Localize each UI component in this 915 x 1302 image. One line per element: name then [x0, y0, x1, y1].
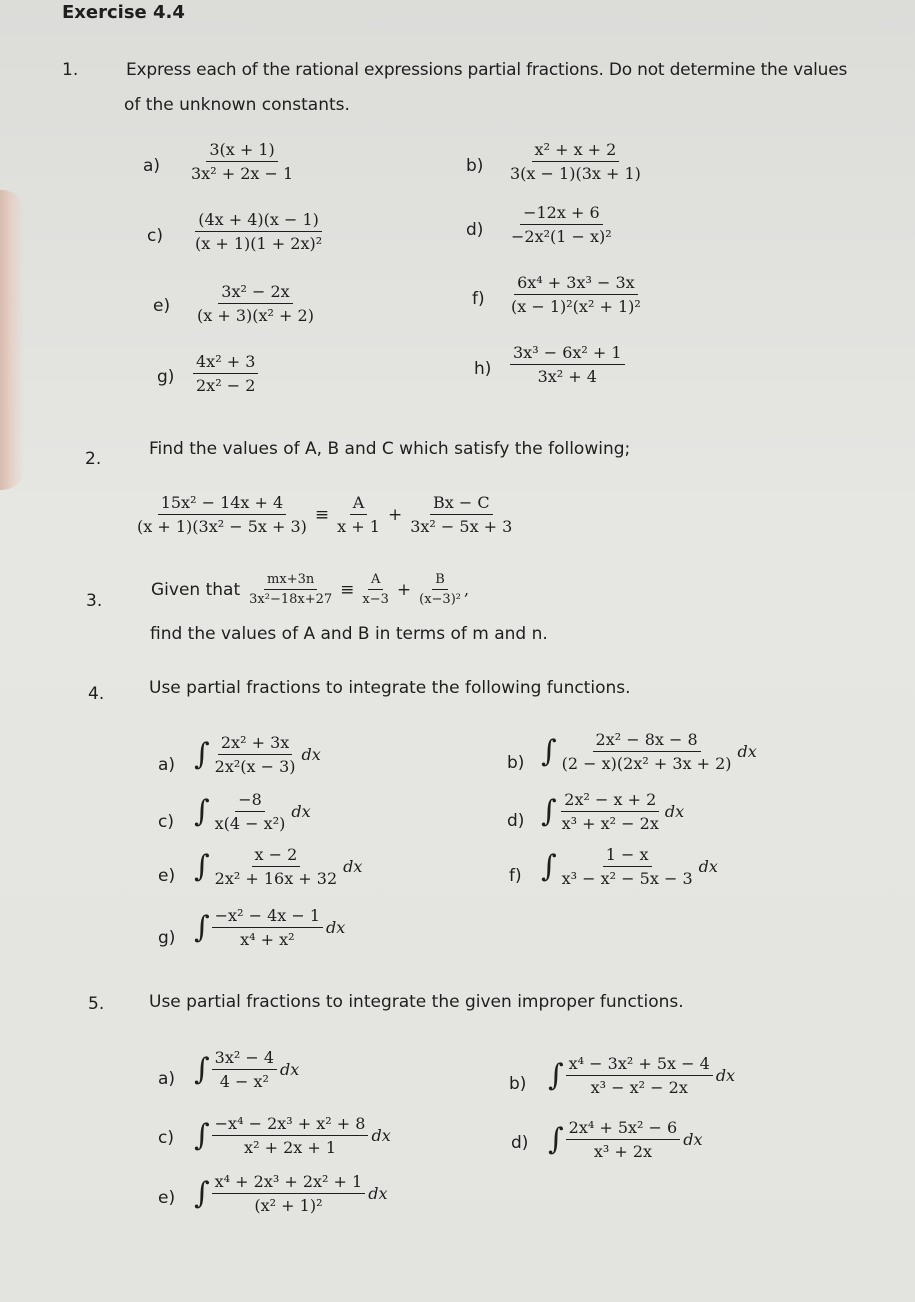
q2-identity — [134, 493, 515, 536]
q4e-numerator: x − 2 — [252, 845, 301, 867]
q2-lhs-denominator: (x + 1)(3x² − 5x + 3) — [137, 517, 307, 536]
q2-equiv-sign: ≡ — [314, 504, 330, 525]
q5a-fraction — [212, 1048, 277, 1091]
q3-given-text: Given that — [151, 579, 241, 600]
q5c-numerator: −x⁴ − 2x³ + x² + 8 — [212, 1114, 369, 1136]
q5a-label: a) — [158, 1069, 176, 1089]
q5e-denominator: (x² + 1)² — [254, 1196, 323, 1215]
exercise-title: Exercise 4.4 — [62, 2, 185, 23]
q3-lhs — [246, 572, 335, 607]
q2-term-a-denominator: x + 1 — [337, 517, 380, 536]
q4g-label: g) — [158, 928, 176, 948]
q1a-fraction — [188, 140, 296, 183]
q4c-denominator: x(4 − x²) — [214, 814, 286, 833]
q5b-integral — [548, 1054, 735, 1097]
q1c-fraction — [192, 210, 325, 253]
q1d-fraction — [508, 203, 615, 246]
q4f-integral-sign: ∫ — [541, 849, 557, 884]
q5b-integral-sign: ∫ — [548, 1058, 564, 1093]
q2-lhs — [134, 493, 310, 536]
q1h-numerator: 3x³ − 6x² + 1 — [510, 343, 625, 365]
q4-number: 4. — [88, 684, 105, 704]
q1b-label: b) — [466, 156, 484, 176]
q4b-fraction — [559, 730, 735, 773]
q4e-integral-sign: ∫ — [194, 849, 210, 884]
q3-plus-sign: + — [396, 579, 412, 600]
q2-term-a — [334, 493, 383, 536]
q4f-numerator: 1 − x — [603, 845, 652, 867]
q5a-dx: dx — [280, 1060, 300, 1079]
q4a-dx: dx — [301, 745, 321, 764]
q4g-numerator: −x² − 4x − 1 — [212, 906, 323, 928]
q1a-label: a) — [143, 156, 161, 176]
q1a-numerator: 3(x + 1) — [206, 140, 277, 162]
q1a-denominator: 3x² + 2x − 1 — [191, 164, 294, 183]
q2-term-bc — [407, 493, 515, 536]
q1e-fraction — [194, 282, 317, 325]
thumb-shadow — [0, 190, 24, 490]
q4b-numerator: 2x² − 8x − 8 — [593, 730, 701, 752]
q1g-fraction — [193, 352, 258, 395]
q3-lhs-denominator: 3x²−18x+27 — [249, 592, 333, 607]
q4c-integral-sign: ∫ — [194, 794, 210, 829]
q5e-numerator: x⁴ + 2x³ + 2x² + 1 — [212, 1172, 366, 1194]
q1f-numerator: 6x⁴ + 3x³ − 3x — [514, 273, 638, 295]
q1b-numerator: x² + x + 2 — [532, 140, 620, 162]
q1h-label: h) — [474, 359, 492, 379]
q5e-integral — [194, 1172, 388, 1215]
q4f-denominator: x³ − x² − 5x − 3 — [561, 869, 693, 888]
q5c-label: c) — [158, 1128, 174, 1148]
q4c-label: c) — [158, 812, 174, 832]
q4f-label: f) — [509, 866, 522, 886]
q4b-label: b) — [507, 753, 525, 773]
q3-lhs-numerator: mx+3n — [264, 572, 317, 590]
q1d-denominator: −2x²(1 − x)² — [511, 227, 612, 246]
q2-number: 2. — [85, 449, 102, 469]
q5d-label: d) — [511, 1133, 529, 1153]
q3-term-b — [416, 572, 464, 607]
q4f-integral — [541, 845, 718, 888]
q5c-dx: dx — [371, 1126, 391, 1145]
q1c-numerator: (4x + 4)(x − 1) — [195, 210, 322, 232]
q1f-fraction — [508, 273, 644, 316]
q5b-numerator: x⁴ − 3x² + 5x − 4 — [566, 1054, 713, 1076]
q5c-denominator: x² + 2x + 1 — [244, 1138, 337, 1157]
q4d-denominator: x³ + x² − 2x — [561, 814, 659, 833]
q4d-fraction — [559, 790, 662, 833]
q5b-fraction — [566, 1054, 713, 1097]
q2-term-bc-denominator: 3x² − 5x + 3 — [410, 517, 513, 536]
q3-term-b-denominator: (x−3)² — [419, 592, 461, 607]
q4a-integral — [194, 733, 321, 776]
q1c-label: c) — [147, 226, 163, 246]
q4g-integral — [194, 906, 345, 949]
q1b-denominator: 3(x − 1)(3x + 1) — [510, 164, 641, 183]
q4d-dx: dx — [664, 802, 685, 821]
q4d-integral — [541, 790, 684, 833]
q1b-fraction — [507, 140, 644, 183]
q5c-integral — [194, 1114, 391, 1157]
q5d-integral — [548, 1118, 702, 1161]
q3-term-a-numerator: A — [368, 572, 383, 590]
q2-plus-sign: + — [387, 504, 403, 525]
q1g-denominator: 2x² − 2 — [196, 376, 256, 395]
q4b-integral-sign: ∫ — [541, 734, 557, 769]
q4d-label: d) — [507, 811, 525, 831]
q1f-label: f) — [472, 289, 485, 309]
q1d-label: d) — [466, 220, 484, 240]
q5a-denominator: 4 − x² — [219, 1072, 269, 1091]
q4e-label: e) — [158, 866, 176, 886]
q5d-fraction — [566, 1118, 681, 1161]
q4b-integral — [541, 730, 757, 773]
q5e-integral-sign: ∫ — [194, 1176, 210, 1211]
q2-lhs-numerator: 15x² − 14x + 4 — [158, 493, 287, 515]
q5c-integral-sign: ∫ — [194, 1118, 210, 1153]
q1-number: 1. — [62, 60, 79, 80]
q4g-denominator: x⁴ + x² — [240, 930, 295, 949]
q1h-fraction — [510, 343, 625, 386]
q4e-fraction — [212, 845, 341, 888]
q5a-integral — [194, 1048, 299, 1091]
q1-text-line1: Express each of the rational expressions partial fractions. Do not determine the values — [126, 60, 848, 80]
q4c-fraction — [212, 790, 289, 833]
q4e-denominator: 2x² + 16x + 32 — [214, 869, 338, 888]
q2-term-bc-numerator: Bx − C — [430, 493, 493, 515]
q4c-numerator: −8 — [235, 790, 265, 812]
q5a-integral-sign: ∫ — [194, 1052, 210, 1087]
q4a-denominator: 2x²(x − 3) — [214, 757, 296, 776]
q2-term-a-numerator: A — [350, 493, 368, 515]
q5e-fraction — [212, 1172, 366, 1215]
q1-text-line2: of the unknown constants. — [124, 95, 350, 115]
q5d-integral-sign: ∫ — [548, 1122, 564, 1157]
q5d-numerator: 2x⁴ + 5x² − 6 — [566, 1118, 681, 1140]
q1f-denominator: (x − 1)²(x² + 1)² — [511, 297, 641, 316]
q4e-integral — [194, 845, 362, 888]
q4a-integral-sign: ∫ — [194, 737, 210, 772]
q5d-dx: dx — [683, 1130, 703, 1149]
q5b-dx: dx — [715, 1066, 736, 1085]
q4c-integral — [194, 790, 311, 833]
q3-term-b-numerator: B — [432, 572, 448, 590]
q1g-label: g) — [157, 367, 175, 387]
q4d-integral-sign: ∫ — [541, 794, 557, 829]
q3-number: 3. — [86, 591, 103, 611]
q2-text: Find the values of A, B and C which satisfy the following; — [149, 439, 631, 459]
q4e-dx: dx — [343, 857, 363, 876]
q5e-dx: dx — [368, 1184, 388, 1203]
q5b-label: b) — [509, 1074, 527, 1094]
q3-term-a — [359, 572, 392, 607]
q5e-label: e) — [158, 1188, 176, 1208]
q3-equiv-sign: ≡ — [340, 579, 355, 600]
q1h-denominator: 3x² + 4 — [537, 367, 597, 386]
q4g-integral-sign: ∫ — [194, 910, 210, 945]
q3-comma: , — [464, 580, 470, 599]
q1c-denominator: (x + 1)(1 + 2x)² — [195, 234, 323, 253]
q4a-label: a) — [158, 755, 176, 775]
q1e-numerator: 3x² − 2x — [218, 282, 292, 304]
q5c-fraction — [212, 1114, 369, 1157]
q4f-dx: dx — [698, 857, 718, 876]
q4b-denominator: (2 − x)(2x² + 3x + 2) — [561, 754, 732, 773]
q5b-denominator: x³ − x² − 2x — [590, 1078, 688, 1097]
q4c-dx: dx — [291, 802, 311, 821]
q1g-numerator: 4x² + 3 — [193, 352, 258, 374]
q4-text: Use partial fractions to integrate the following functions. — [149, 678, 631, 698]
q3-text-line2: find the values of A and B in terms of m and n. — [150, 624, 548, 644]
q4b-dx: dx — [737, 742, 757, 761]
q1e-label: e) — [153, 296, 171, 316]
q3-term-a-denominator: x−3 — [362, 592, 389, 607]
q5a-numerator: 3x² − 4 — [212, 1048, 277, 1070]
q3-line1 — [151, 572, 469, 607]
q5d-denominator: x³ + 2x — [593, 1142, 653, 1161]
q5-text: Use partial fractions to integrate the given improper functions. — [149, 992, 684, 1012]
q4g-fraction — [212, 906, 323, 949]
q5-number: 5. — [88, 994, 105, 1014]
q1d-numerator: −12x + 6 — [520, 203, 603, 225]
q4a-numerator: 2x² + 3x — [218, 733, 292, 755]
q4d-numerator: 2x² − x + 2 — [561, 790, 659, 812]
q4a-fraction — [212, 733, 299, 776]
q4f-fraction — [559, 845, 696, 888]
q1e-denominator: (x + 3)(x² + 2) — [197, 306, 314, 325]
q4g-dx: dx — [326, 918, 346, 937]
